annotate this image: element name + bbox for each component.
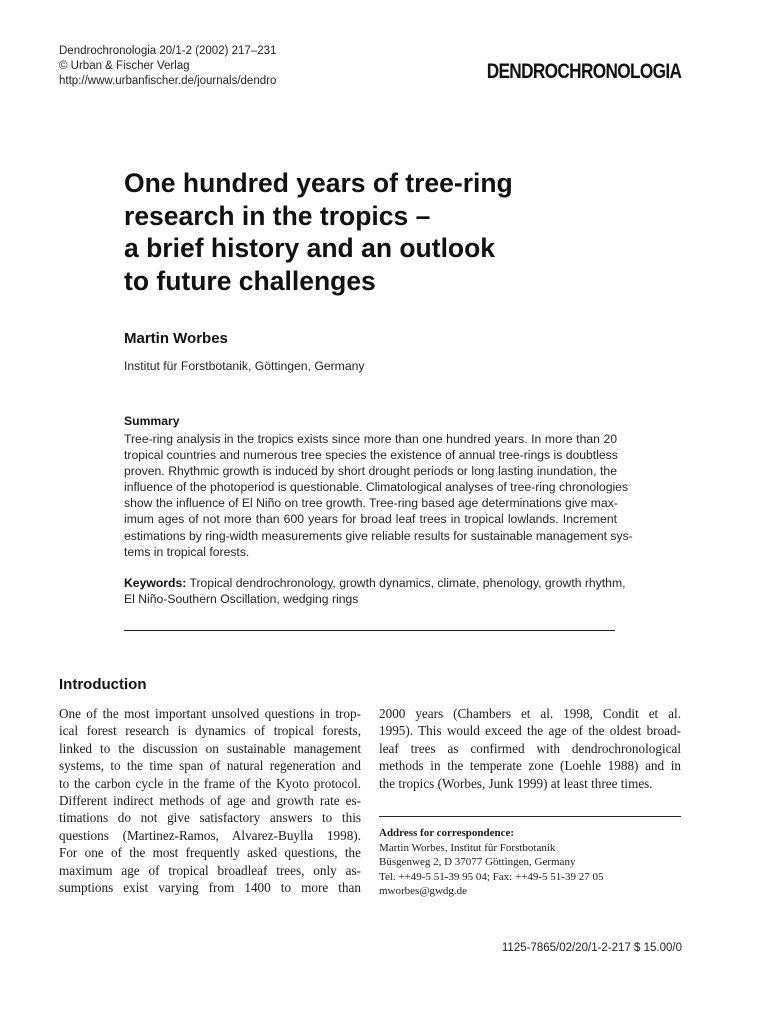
summary-line: tropical countries and numerous tree species the existence of annual tree-rings is doubtless <box>124 448 618 463</box>
body-line: One of the most important unsolved questions in trop- <box>59 706 361 721</box>
keywords-line <box>124 575 626 591</box>
summary-line: influence of the photoperiod is questionable. Climatological analyses of tree-ring chronologies <box>124 480 629 495</box>
issn-price-code: 1125-7865/02/20/1-2-217 $ 15.00/0 <box>501 942 682 954</box>
body-line: 2000 years (Chambers et al. 1998, Condit et al. <box>379 706 681 721</box>
body-line: methods in the temperate zone (Loehle 1988) and in <box>379 758 681 774</box>
correspondence-email: mworbes@gwdg.de <box>379 885 468 897</box>
keywords-text: Tropical dendrochronology, growth dynamics, climate, phenology, growth rhythm, <box>186 576 626 590</box>
correspondence-divider <box>379 816 681 817</box>
body-line: questions (Martinez-Ramos, Alvarez-Buylla 1998). <box>59 827 361 843</box>
author-affiliation: Institut für Forstbotanik, Göttingen, Germany <box>124 359 365 373</box>
introduction-heading: Introduction <box>59 676 147 693</box>
summary-line: tems in tropical forests. <box>124 544 250 559</box>
keywords-line: El Niño-Southern Oscillation, wedging rings <box>124 592 359 607</box>
body-line: maximum age of tropical broadleaf trees, only as- <box>59 862 361 878</box>
summary-line: Tree-ring analysis in the tropics exists since more than one hundred years. In more than 20 <box>124 432 617 446</box>
title-line: One hundred years of tree-ring <box>124 168 513 198</box>
summary-line: imum ages of not more than 600 years for broad leaf trees in tropical lowlands. Increment <box>124 512 617 527</box>
title-line: to future challenges <box>124 265 376 296</box>
summary-line: estimations by ring-width measurements give reliable results for sustainable management sys- <box>124 528 633 543</box>
summary-line: show the influence of El Niño on tree growth. Tree-ring based age determinations give max- <box>124 496 618 511</box>
summary-heading: Summary <box>124 414 180 428</box>
journal-url: http://www.urbanfischer.de/journals/dendro <box>59 75 277 87</box>
title-line: a brief history and an outlook <box>124 233 496 263</box>
body-line: leaf trees as confirmed with dendrochronological <box>379 740 681 756</box>
correspondence-block <box>379 826 681 899</box>
title-line: research in the tropics – <box>124 200 431 231</box>
author-name: Martin Worbes <box>124 330 228 347</box>
body-line: For one of the most frequently asked questions, the <box>59 845 361 861</box>
keywords-block <box>124 575 626 607</box>
summary-text <box>124 431 633 560</box>
body-line: ical forest research is dynamics of tropical forests, <box>59 723 361 739</box>
body-line: Different indirect methods of age and growth rate es- <box>59 793 361 809</box>
correspondence-line: Tel. ++49-5 51-39 95 04; Fax: ++49-5 51-39 27 05 <box>379 870 604 883</box>
body-column-left <box>59 705 361 896</box>
body-column-right <box>379 705 681 792</box>
body-line: 1995). This would exceed the age of the oldest broad- <box>379 723 681 739</box>
correspondence-heading: Address for correspondence: <box>379 827 515 839</box>
correspondence-line: Martin Worbes, Institut für Forstbotanik <box>379 841 556 854</box>
section-divider <box>124 630 615 631</box>
journal-citation-block <box>59 44 276 89</box>
body-line: linked to the discussion on sustainable management <box>59 740 361 756</box>
article-title <box>124 167 644 297</box>
journal-logo: DENDROCHRONOLOGIA <box>486 60 681 83</box>
keywords-label: Keywords: <box>124 576 187 590</box>
citation-line: Dendrochronologia 20/1-2 (2002) 217–231 <box>59 45 277 57</box>
body-line: systems, to the time span of natural regeneration and <box>59 758 361 774</box>
body-line: sumptions exist varying from 1400 to more than <box>59 880 361 896</box>
body-line: to the carbon cycle in the frame of the Kyoto protocol. <box>59 775 361 791</box>
correspondence-line: Büsgenweg 2, D 37077 Göttingen, Germany <box>379 856 576 868</box>
body-line: timations do not give satisfactory answers to this <box>59 810 361 826</box>
body-line: the tropics (Worbes, Junk 1999) at least three times. <box>379 775 653 791</box>
summary-line: proven. Rhythmic growth is induced by short drought periods or long lasting inundation, the <box>124 464 617 479</box>
publisher-line: © Urban & Fischer Verlag <box>59 60 190 72</box>
